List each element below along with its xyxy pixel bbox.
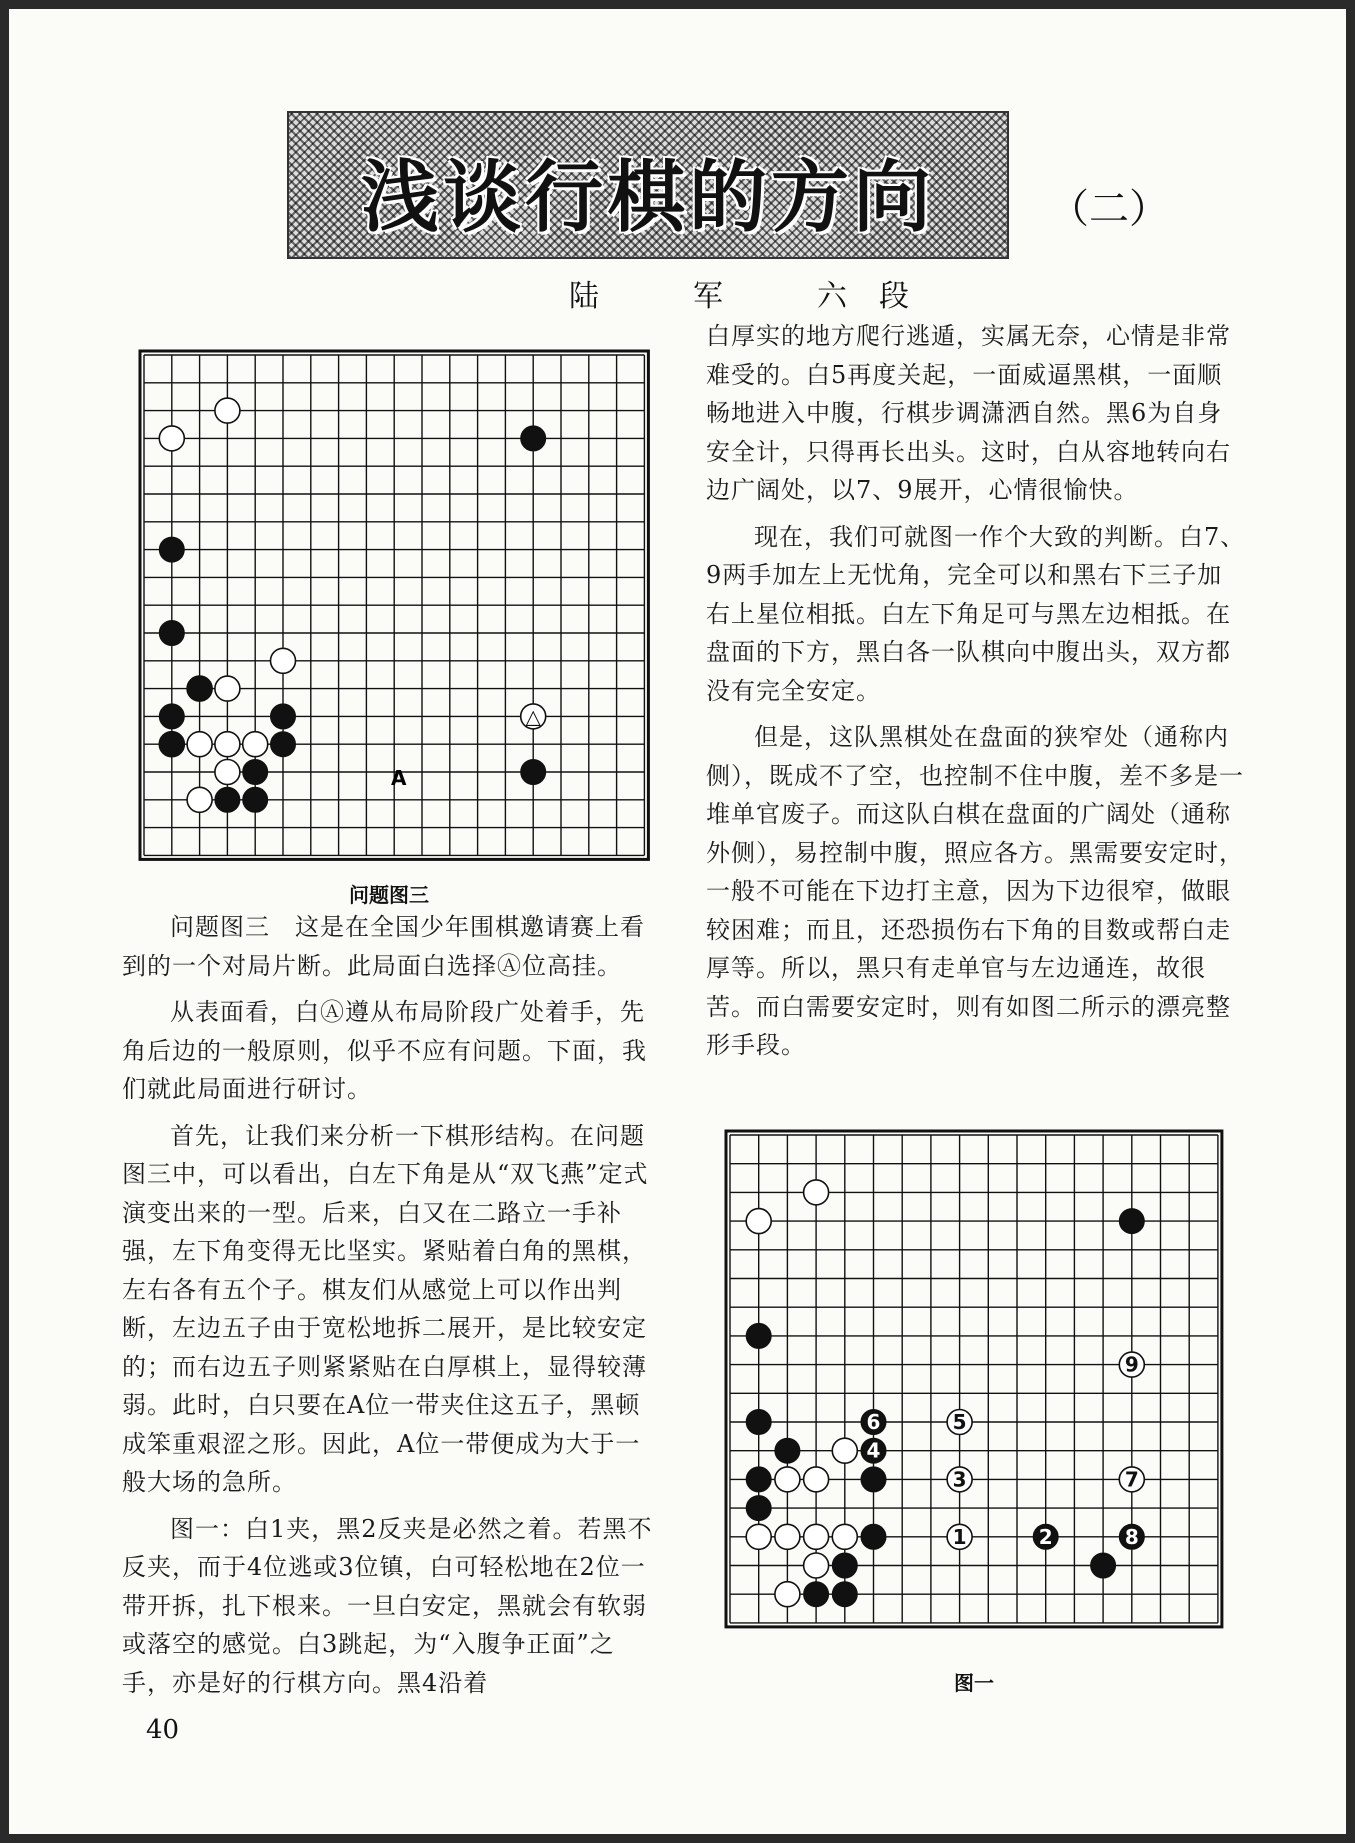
white-stone (159, 426, 184, 451)
black-stone (271, 732, 296, 757)
black-stone (746, 1467, 771, 1492)
white-stone (215, 732, 240, 757)
black-stone (804, 1582, 829, 1607)
black-stone (746, 1496, 771, 1521)
paragraph: 白厚实的地方爬行逃遁，实属无奈，心情是非常难受的。白5再度关起，一面威逼黑棋，一面顺畅地进入中腹，行棋步调潇洒自然。黑6为自身安全计，只得再长出头。这时，白从容地转向右边广阔处，以7、9展开，心情很愉快。 (706, 322, 1231, 504)
white-stone (746, 1524, 771, 1549)
black-stone (243, 760, 268, 785)
black-stone (159, 537, 184, 562)
white-stone (215, 398, 240, 423)
black-stone (215, 787, 240, 812)
white-stone (187, 787, 212, 812)
paragraph: 问题图三 这是在全国少年围棋邀请赛上看到的一个对局片断。此局面白选择Ⓐ位高挂。 (122, 913, 645, 980)
move-number: △ (525, 704, 541, 729)
black-stone (243, 787, 268, 812)
black-stone (187, 676, 212, 701)
figure-caption-figure-1: 图一 (954, 1671, 994, 1695)
black-stone (746, 1410, 771, 1435)
white-stone (215, 676, 240, 701)
paragraph: 现在，我们可就图一作个大致的判断。白7、9两手加左上无忧角，完全可以和黑右下三子加右上星位相抵。白左下角足可与黑左边相抵。在盘面的下方，黑白各一队棋向中腹出头，双方都没有完全安定。 (706, 522, 1246, 705)
black-stone (521, 426, 546, 451)
move-number: 3 (952, 1467, 967, 1492)
paragraph: 首先，让我们来分析一下棋形结构。在问题图三中，可以看出，白左下角是从“双飞燕”定式演变出来的一型。后来，白又在二路立一手补强，左下角变得无比坚实。紧贴着白角的黑棋，左右各有五个子。棋友们从感觉上可以作出判断，左边五子由于宽松地拆二展开，是比较安定的；而右边五子则紧紧贴在白厚棋上，显得较薄弱。此时，白只要在A位一带夹住这五子，黑顿成笨重艰涩之形。因此，A位一带便成为大于一般大场的急所。 (122, 1121, 649, 1496)
move-number: 9 (1124, 1352, 1139, 1377)
black-stone (832, 1582, 857, 1607)
move-number: 5 (952, 1410, 967, 1434)
white-stone (804, 1467, 829, 1492)
page (9, 9, 1346, 1834)
move-number: 2 (1038, 1524, 1053, 1549)
paragraph: 图一：白1夹，黑2反夹是必然之着。若黑不反夹，而于4位逃或3位镇，白可轻松地在2位一带开拆，扎下根来。一旦白安定，黑就会有软弱或落空的感觉。白3跳起，为“入腹争正面”之手，亦是好的行棋方向。黑4沿着 (122, 1514, 653, 1697)
right-column-text (706, 317, 1246, 1073)
black-stone (746, 1323, 771, 1348)
black-stone (271, 704, 296, 729)
move-number: 8 (1124, 1524, 1139, 1549)
white-stone (804, 1553, 829, 1578)
black-stone (1091, 1553, 1116, 1578)
point-a-label: A (391, 766, 407, 790)
paragraph: 从表面看，白Ⓐ遵从布局阶段广处着手，先角后边的一般原则，似乎不应有问题。下面，我们就此局面进行研讨。 (122, 998, 647, 1103)
white-stone (804, 1524, 829, 1549)
black-stone (159, 704, 184, 729)
white-stone (775, 1524, 800, 1549)
left-column-text (122, 908, 657, 1710)
black-stone (775, 1438, 800, 1463)
black-stone (159, 732, 184, 757)
go-board-figure-1 (724, 1129, 1244, 1649)
white-stone (243, 732, 268, 757)
title-banner (287, 111, 1009, 259)
black-stone (861, 1467, 886, 1492)
black-stone (521, 760, 546, 785)
move-number: 1 (952, 1524, 967, 1549)
figure-caption-problem-3: 问题图三 (349, 883, 429, 907)
white-stone (775, 1582, 800, 1607)
white-stone (746, 1209, 771, 1234)
move-number: 4 (866, 1438, 881, 1463)
white-stone (775, 1467, 800, 1492)
go-board-problem-3 (138, 349, 653, 869)
move-number: 6 (866, 1410, 881, 1434)
article-part-number: （二） (1049, 186, 1169, 232)
black-stone (832, 1553, 857, 1578)
page-number: 40 (146, 1715, 180, 1745)
article-title: 浅谈行棋的方向 (360, 153, 935, 243)
white-stone (215, 760, 240, 785)
white-stone (804, 1180, 829, 1205)
white-stone (832, 1524, 857, 1549)
white-stone (271, 648, 296, 673)
white-stone (832, 1438, 857, 1463)
black-stone (159, 621, 184, 646)
author-line: 陆 军 六段 (569, 279, 941, 314)
black-stone (861, 1524, 886, 1549)
paragraph: 但是，这队黑棋处在盘面的狭窄处（通称内侧），既成不了空，也控制不住中腹，差不多是一堆单官废子。而这队白棋在盘面的广阔处（通称外侧），易控制中腹，照应各方。黑需要安定时，一般不可能在下边打主意，因为下边很窄，做眼较困难；而且，还恐损伤右下角的目数或帮白走厚等。所以，黑只有走单官与左边通连，故很苦。而白需要安定时，则有如图二所示的漂亮整形手段。 (706, 723, 1244, 1059)
white-stone (187, 732, 212, 757)
board-grid (726, 1131, 1222, 1627)
move-number: 7 (1124, 1467, 1139, 1492)
black-stone (1119, 1209, 1144, 1234)
